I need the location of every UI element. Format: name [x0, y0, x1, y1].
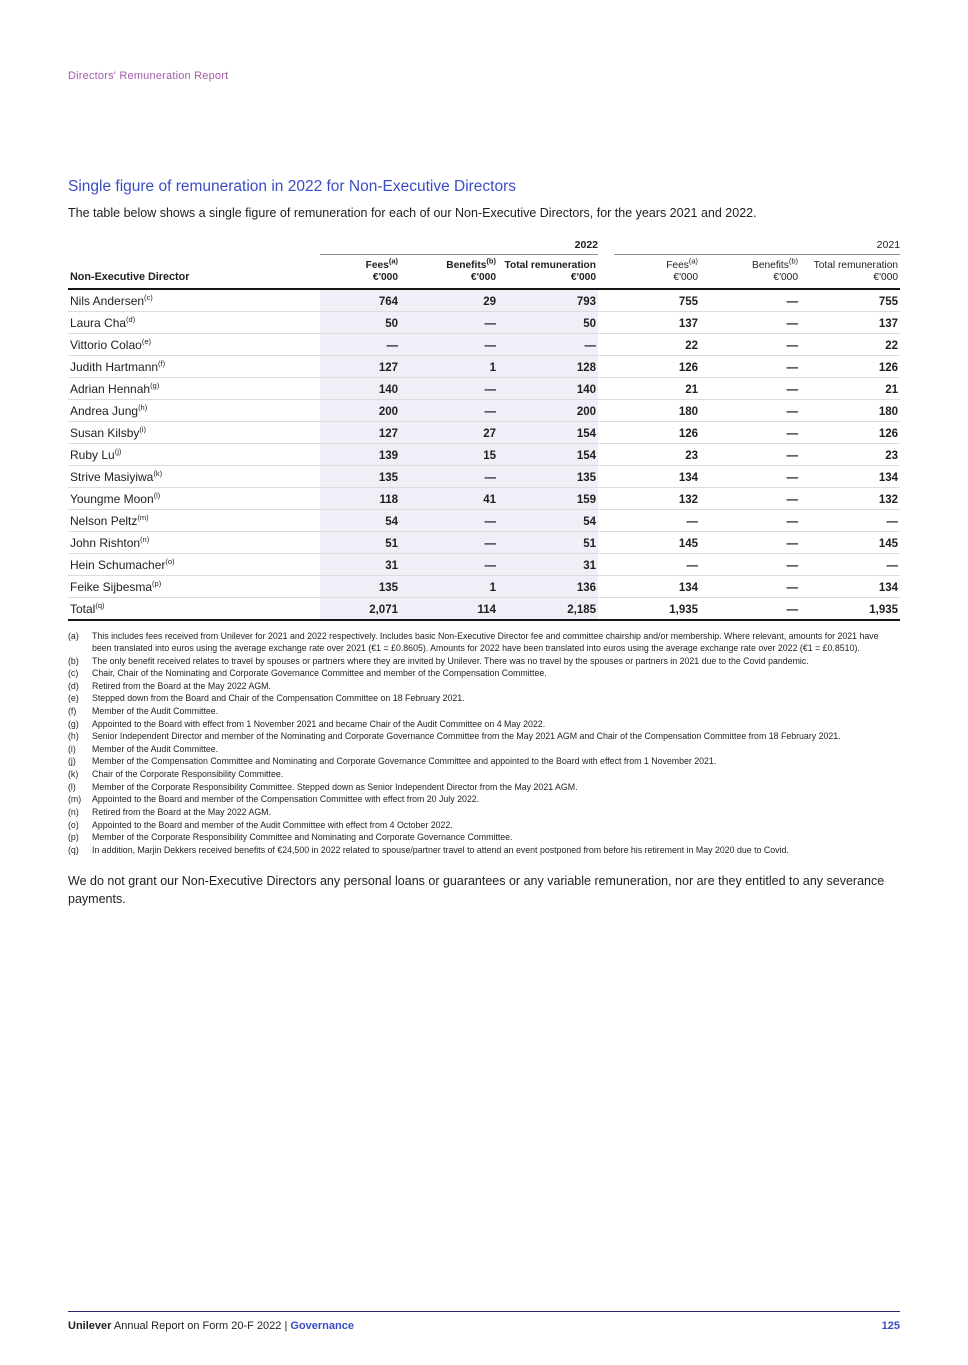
value-cell: — — [800, 510, 900, 532]
director-name-cell: Vittorio Colao$^{(e)}$ — [68, 334, 320, 356]
value-cell: 50 — [320, 312, 400, 334]
footnote-item: (m) Appointed to the Board and member of the Compensation Committee with effect from 20 July 2022. — [68, 794, 480, 805]
value-cell: — — [700, 466, 800, 488]
value-cell: 134 — [614, 576, 700, 598]
value-cell: 127 — [320, 422, 400, 444]
year-header-row — [68, 239, 900, 255]
footer-divider: | — [284, 1320, 291, 1332]
table-row — [68, 400, 900, 422]
value-cell: 31 — [498, 554, 598, 576]
value-cell: 135 — [320, 466, 400, 488]
total-row — [68, 598, 900, 621]
value-cell: — — [400, 378, 498, 400]
value-cell: — — [614, 510, 700, 532]
value-cell: 134 — [614, 466, 700, 488]
director-name-cell: Feike Sijbesma$^{(p)}$ — [68, 576, 320, 598]
year-header-2021: 2021 — [614, 239, 900, 255]
value-cell: — — [400, 532, 498, 554]
report-section-label: Directors' Remuneration Report — [68, 70, 229, 82]
value-cell: — — [400, 334, 498, 356]
value-cell: 22 — [614, 334, 700, 356]
column-header-row — [68, 254, 900, 289]
footnote-item: (q) In addition, Marjin Dekkers received benefits of €24,500 in 2022 related to spouse/partner travel to attend an event postponed from before his retirement in May 2020 due to Covid. — [68, 844, 789, 855]
value-cell: 51 — [498, 532, 598, 554]
footnote-item: (o) Appointed to the Board and member of the Audit Committee with effect from 4 October 2022. — [68, 819, 453, 830]
column-header-total-2022: Total remuneration €'000 — [498, 254, 598, 289]
column-gap — [598, 488, 614, 510]
value-cell: 51 — [320, 532, 400, 554]
value-cell: 21 — [800, 378, 900, 400]
column-gap — [598, 312, 614, 334]
column-gap — [598, 598, 614, 621]
value-cell: — — [614, 554, 700, 576]
empty-cell — [68, 239, 320, 255]
value-cell: 132 — [800, 488, 900, 510]
value-cell: 31 — [320, 554, 400, 576]
value-cell: — — [700, 400, 800, 422]
director-name-cell: Nils Andersen$^{(c)}$ — [68, 289, 320, 312]
value-cell: 134 — [800, 576, 900, 598]
director-name-cell: Youngme Moon$^{(l)}$ — [68, 488, 320, 510]
value-cell: 126 — [614, 422, 700, 444]
footnote-item: (f) Member of the Audit Committee. — [68, 706, 219, 717]
footnote-item: (e) Stepped down from the Board and Chair of the Compensation Committee on 18 February 2021. — [68, 693, 465, 704]
value-cell: 755 — [614, 289, 700, 312]
value-cell: 180 — [800, 400, 900, 422]
value-cell: — — [400, 510, 498, 532]
column-gap — [598, 254, 614, 289]
value-cell: 50 — [498, 312, 598, 334]
footnote-item: (g) Appointed to the Board with effect from 1 November 2021 and became Chair of the Audit Committee on 4 May 2022. — [68, 718, 546, 729]
value-cell: 54 — [498, 510, 598, 532]
value-cell: 140 — [320, 378, 400, 400]
column-gap — [598, 356, 614, 378]
value-cell: 137 — [614, 312, 700, 334]
value-cell: 41 — [400, 488, 498, 510]
value-cell: 118 — [320, 488, 400, 510]
value-cell: 27 — [400, 422, 498, 444]
column-header-fees-2022: Fees$^{(a)}$ €'000 — [320, 254, 400, 289]
table-row — [68, 554, 900, 576]
column-gap — [598, 532, 614, 554]
value-cell: 140 — [498, 378, 598, 400]
page-footer — [68, 1311, 900, 1332]
value-cell: — — [700, 576, 800, 598]
value-cell: 200 — [320, 400, 400, 422]
value-cell: 1 — [400, 576, 498, 598]
value-cell: 2,071 — [320, 598, 400, 621]
value-cell: 22 — [800, 334, 900, 356]
value-cell: — — [700, 554, 800, 576]
director-name-cell: Hein Schumacher$^{(o)}$ — [68, 554, 320, 576]
value-cell: — — [700, 488, 800, 510]
value-cell: — — [700, 444, 800, 466]
value-cell: 29 — [400, 289, 498, 312]
value-cell: 154 — [498, 422, 598, 444]
footnotes-list — [68, 631, 900, 856]
director-name-cell: Ruby Lu$^{(j)}$ — [68, 444, 320, 466]
value-cell: 764 — [320, 289, 400, 312]
director-name-cell: Judith Hartmann$^{(f)}$ — [68, 356, 320, 378]
director-name-cell: Susan Kilsby$^{(i)}$ — [68, 422, 320, 444]
footnote-item: (i) Member of the Audit Committee. — [68, 743, 219, 754]
column-gap — [598, 334, 614, 356]
column-gap — [598, 289, 614, 312]
value-cell: — — [700, 378, 800, 400]
column-gap — [598, 554, 614, 576]
table-row — [68, 289, 900, 312]
director-name-cell: Andrea Jung$^{(h)}$ — [68, 400, 320, 422]
footnote-item: (l) Member of the Corporate Responsibility Committee. Stepped down as Senior Independent Director from the May 2021 AGM. — [68, 781, 578, 792]
table-row — [68, 356, 900, 378]
value-cell: 126 — [800, 356, 900, 378]
table-row — [68, 510, 900, 532]
value-cell: 54 — [320, 510, 400, 532]
value-cell: 200 — [498, 400, 598, 422]
value-cell: 128 — [498, 356, 598, 378]
value-cell: 136 — [498, 576, 598, 598]
footnote-item: (c) Chair, Chair of the Nominating and Corporate Governance Committee and member of the Compensation Committee. — [68, 668, 547, 679]
column-gap — [598, 576, 614, 598]
value-cell: — — [800, 554, 900, 576]
table-row — [68, 488, 900, 510]
column-gap — [598, 400, 614, 422]
row-header-label: Non-Executive Director — [68, 254, 320, 289]
value-cell: 1,935 — [800, 598, 900, 621]
value-cell: 114 — [400, 598, 498, 621]
value-cell: 127 — [320, 356, 400, 378]
column-header-fees-2021: Fees$^{(a)}$ €'000 — [614, 254, 700, 289]
table-row — [68, 312, 900, 334]
column-gap — [598, 378, 614, 400]
footnote-item: (h) Senior Independent Director and member of the Nominating and Corporate Governance Committee from the May 2021 AGM and Chair of the Compensation Committee from 18 February 2021. — [68, 731, 841, 742]
footer-brand: Unilever — [68, 1320, 112, 1332]
table-row — [68, 334, 900, 356]
value-cell: — — [400, 466, 498, 488]
value-cell: — — [700, 532, 800, 554]
column-header-benefits-2022: Benefits$^{(b)}$ €'000 — [400, 254, 498, 289]
value-cell: — — [700, 334, 800, 356]
page-number: 125 — [881, 1320, 900, 1332]
value-cell: 135 — [498, 466, 598, 488]
table-row — [68, 422, 900, 444]
closing-paragraph: We do not grant our Non-Executive Directors any personal loans or guarantees or any variable remuneration, nor are they entitled to any severance payments. — [68, 874, 885, 907]
value-cell: 180 — [614, 400, 700, 422]
footnote-item: (j) Member of the Compensation Committee and Nominating and Corporate Governance Committee and appointed to the Board with effect from 1 November 2021. — [68, 756, 717, 767]
footnote-item: (b) The only benefit received relates to travel by spouses or partners where they are invited by Unilever. There was no travel by the spouses or partners in 2021 due to the Covid pandemic. — [68, 655, 809, 666]
table-body — [68, 289, 900, 620]
value-cell: — — [400, 312, 498, 334]
column-gap — [598, 422, 614, 444]
director-name-cell: Nelson Peltz$^{(m)}$ — [68, 510, 320, 532]
value-cell: — — [320, 334, 400, 356]
value-cell: — — [498, 334, 598, 356]
value-cell: 126 — [614, 356, 700, 378]
year-header-2022: 2022 — [320, 239, 598, 255]
value-cell: 755 — [800, 289, 900, 312]
column-gap — [598, 239, 614, 255]
column-gap — [598, 510, 614, 532]
column-gap — [598, 444, 614, 466]
value-cell: 137 — [800, 312, 900, 334]
value-cell: 126 — [800, 422, 900, 444]
value-cell: 793 — [498, 289, 598, 312]
footnote-item: (p) Member of the Corporate Responsibility Committee and Nominating and Corporate Governance Committee. — [68, 832, 513, 843]
footnote-item: (d) Retired from the Board at the May 2022 AGM. — [68, 680, 271, 691]
table-row — [68, 532, 900, 554]
value-cell: 134 — [800, 466, 900, 488]
table-row — [68, 378, 900, 400]
footnote-item: (a) This includes fees received from Unilever for 2021 and 2022 respectively. Includes basic Non-Executive Director fee and committee chairship and/or membership. Where relevant, amounts for 2021 have been translated into euros using the average exchange rate over 2021 (€1 = £0.8605). Amounts for 2022 have been translated into euros using the average exchange rate over 2022 (€1 = £0.8510). — [68, 631, 879, 653]
footer-section-link[interactable]: Governance — [290, 1320, 354, 1332]
value-cell: — — [700, 312, 800, 334]
table-row — [68, 444, 900, 466]
footer-report-title: Annual Report on Form 20-F 2022 — [111, 1320, 285, 1332]
director-name-cell: Laura Cha$^{(d)}$ — [68, 312, 320, 334]
director-name-cell: Adrian Hennah$^{(g)}$ — [68, 378, 320, 400]
value-cell: 21 — [614, 378, 700, 400]
value-cell: 1,935 — [614, 598, 700, 621]
director-name-cell: Total$^{(q)}$ — [68, 598, 320, 621]
director-name-cell: Strive Masiyiwa$^{(k)}$ — [68, 466, 320, 488]
value-cell: 135 — [320, 576, 400, 598]
value-cell: 145 — [614, 532, 700, 554]
value-cell: — — [700, 289, 800, 312]
value-cell: — — [700, 422, 800, 444]
value-cell: — — [700, 510, 800, 532]
value-cell: — — [700, 356, 800, 378]
director-name-cell: John Rishton$^{(n)}$ — [68, 532, 320, 554]
column-header-benefits-2021: Benefits$^{(b)}$ €'000 — [700, 254, 800, 289]
value-cell: 132 — [614, 488, 700, 510]
value-cell: 15 — [400, 444, 498, 466]
footer-title — [68, 1320, 354, 1332]
table-row — [68, 576, 900, 598]
value-cell: 1 — [400, 356, 498, 378]
value-cell: — — [400, 400, 498, 422]
value-cell: 23 — [614, 444, 700, 466]
table-row — [68, 466, 900, 488]
value-cell: 23 — [800, 444, 900, 466]
footnote-item: (n) Retired from the Board at the May 2022 AGM. — [68, 806, 271, 817]
value-cell: 145 — [800, 532, 900, 554]
value-cell: 159 — [498, 488, 598, 510]
value-cell: 139 — [320, 444, 400, 466]
intro-paragraph: The table below shows a single figure of remuneration for each of our Non-Executive Directors, for the years 2021 and 2022. — [68, 206, 757, 220]
remuneration-table — [68, 239, 900, 622]
section-heading: Single figure of remuneration in 2022 for Non-Executive Directors — [68, 178, 517, 195]
value-cell: — — [700, 598, 800, 621]
value-cell: — — [400, 554, 498, 576]
column-gap — [598, 466, 614, 488]
value-cell: 2,185 — [498, 598, 598, 621]
column-header-total-2021: Total remuneration €'000 — [800, 254, 900, 289]
footnote-item: (k) Chair of the Corporate Responsibility Committee. — [68, 769, 284, 780]
value-cell: 154 — [498, 444, 598, 466]
